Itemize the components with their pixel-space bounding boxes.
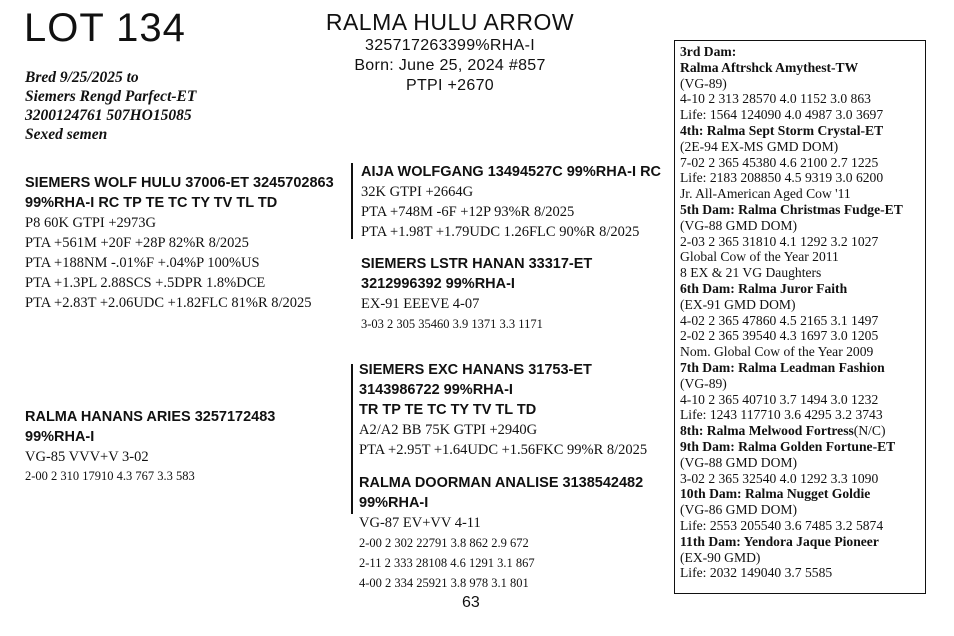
bred-line: Siemers Rengd Parfect-ET (25, 88, 197, 105)
dam-history-line (680, 123, 925, 139)
dam-history-line (680, 44, 925, 60)
dam-history-line (680, 265, 925, 281)
dam-history-line (680, 139, 925, 155)
dam-history-line (680, 455, 925, 471)
dam-sire-line: A2/A2 BB 75K GTPI +2940G (359, 422, 538, 438)
dam-history-text: 9th Dam: Ralma Golden Fortune-ET (680, 438, 896, 454)
dam-history-text: (VG-89) (680, 375, 727, 391)
dam-history-text: 6th Dam: Ralma Juror Faith (680, 280, 848, 296)
dam-classification: VG-85 VVV+V 3-02 (25, 449, 149, 465)
sire-line: PTA +2.83T +2.06UDC +1.82FLC 81%R 8/2025 (25, 295, 312, 311)
dam-history-line (680, 202, 925, 218)
dam-history-text: Life: 1243 117710 3.6 4295 3.2 3743 (680, 407, 883, 423)
animal-header (300, 8, 600, 96)
dam-dam-classification: VG-87 EV+VV 4-11 (359, 515, 481, 531)
dam-history-line (680, 486, 925, 502)
dam-history-line (680, 313, 925, 329)
sire-sire-line: PTA +1.98T +1.79UDC 1.26FLC 90%R 8/2025 (361, 224, 640, 240)
sire-sire-name: AIJA WOLFGANG 13494527C 99%RHA-I RC (361, 164, 662, 180)
dam-history-line (680, 234, 925, 250)
animal-name: RALMA HULU ARROW (325, 9, 575, 35)
dam-history-line (680, 471, 925, 487)
dam-history-line (680, 360, 925, 376)
sire-genetics: 99%RHA-I RC TP TE TC TY TV TL TD (25, 195, 278, 211)
dam-history-text: 3rd Dam: (680, 44, 737, 59)
dam-dam-name: RALMA DOORMAN ANALISE 3138542482 (359, 475, 644, 491)
dam-history-text: (EX-91 GMD DOM) (680, 296, 796, 312)
dam-history-text: 5th Dam: Ralma Christmas Fudge-ET (680, 201, 903, 217)
dam-block (25, 407, 275, 485)
animal-registration: 325717263399%RHA-I (365, 37, 535, 54)
dam-history-line (680, 107, 925, 123)
dam-history-line (680, 155, 925, 171)
dam-history-text: 10th Dam: Ralma Nugget Goldie (680, 486, 871, 502)
dam-history-line (680, 76, 925, 92)
dam-history-text: Life: 2183 208850 4.5 9319 3.0 6200 (680, 170, 884, 186)
dam-history-text: 7-02 2 365 45380 4.6 2100 2.7 1225 (680, 154, 879, 170)
dam-registration: 99%RHA-I (25, 429, 95, 445)
dam-history-line (680, 328, 925, 344)
dam-history-suffix: (N/C) (853, 423, 886, 439)
sire-block (25, 173, 334, 313)
sire-line: P8 60K GTPI +2973G (25, 215, 157, 231)
dam-history-line (680, 518, 925, 534)
lot-number: LOT 134 (24, 6, 186, 50)
dam-dam-record: 2-00 2 302 22791 3.8 862 2.9 672 (359, 536, 529, 550)
dam-history-text: 8th: Ralma Melwood Fortress (680, 423, 854, 439)
dam-history-text: 4th: Ralma Sept Storm Crystal-ET (680, 122, 884, 138)
animal-ptpi: PTPI +2670 (406, 77, 494, 94)
dam-history-text: Nom. Global Cow of the Year 2009 (680, 344, 874, 360)
dam-dam-record: 4-00 2 334 25921 3.8 978 3.1 801 (359, 576, 529, 590)
sire-dam-name: SIEMERS LSTR HANAN 33317-ET (361, 256, 593, 272)
sire-name: SIEMERS WOLF HULU 37006-ET 3245702863 (25, 175, 334, 191)
pedigree-bracket (351, 364, 353, 514)
dam-dam-block (359, 473, 643, 593)
sire-sire-block (361, 162, 661, 242)
bred-line: Bred 9/25/2025 to (25, 69, 139, 86)
dam-history-line (680, 60, 925, 76)
sire-sire-line: PTA +748M -6F +12P 93%R 8/2025 (361, 204, 575, 220)
maternal-dams-box (674, 40, 926, 594)
dam-history-text: (VG-89) (680, 75, 727, 91)
dam-history-line (680, 249, 925, 265)
dam-history-line (680, 439, 925, 455)
dam-history-line (680, 91, 925, 107)
dam-history-text: Global Cow of the Year 2011 (680, 249, 839, 265)
dam-history-line (680, 550, 925, 566)
animal-born: Born: June 25, 2024 #857 (354, 57, 546, 74)
dam-history-text: 11th Dam: Yendora Jaque Pioneer (680, 533, 879, 549)
pedigree-bracket (351, 163, 353, 239)
dam-history-text: (VG-86 GMD DOM) (680, 502, 798, 518)
dam-history-text: Life: 1564 124090 4.0 4987 3.0 3697 (680, 107, 884, 123)
sire-dam-block (361, 254, 592, 333)
sire-line: PTA +561M +20F +28P 82%R 8/2025 (25, 235, 249, 251)
sire-line: PTA +1.3PL 2.88SCS +.5DPR 1.8%DCE (25, 275, 266, 291)
dam-history-line (680, 376, 925, 392)
dam-sire-name: SIEMERS EXC HANANS 31753-ET (359, 362, 592, 378)
dam-history-text: Life: 2032 149040 3.7 5585 (680, 565, 833, 581)
sire-dam-registration: 3212996392 99%RHA-I (361, 276, 515, 292)
dam-history-text: (VG-88 GMD DOM) (680, 217, 798, 233)
dam-history-text: 4-10 2 313 28570 4.0 1152 3.0 863 (680, 91, 871, 107)
dam-history-line (680, 170, 925, 186)
dam-history-text: 4-10 2 365 40710 3.7 1494 3.0 1232 (680, 391, 879, 407)
dam-sire-line: PTA +2.95T +1.64UDC +1.56FKC 99%R 8/2025 (359, 442, 648, 458)
dam-name: RALMA HANANS ARIES 3257172483 (25, 409, 276, 425)
sire-sire-line: 32K GTPI +2664G (361, 184, 474, 200)
dam-sire-registration: 3143986722 99%RHA-I (359, 382, 513, 398)
dam-history-text: Life: 2553 205540 3.6 7485 3.2 5874 (680, 517, 884, 533)
dam-history-text: 3-02 2 365 32540 4.0 1292 3.3 1090 (680, 470, 879, 486)
bred-info (25, 68, 196, 144)
sire-dam-record: 3-03 2 305 35460 3.9 1371 3.3 1171 (361, 317, 543, 331)
dam-record: 2-00 2 310 17910 4.3 767 3.3 583 (25, 469, 195, 483)
sire-dam-classification: EX-91 EEEVE 4-07 (361, 296, 480, 312)
dam-history-text: Ralma Aftrshck Amythest-TW (680, 59, 859, 75)
dam-history-text: 2-02 2 365 39540 4.3 1697 3.0 1205 (680, 328, 879, 344)
dam-history-line (680, 297, 925, 313)
dam-dam-registration: 99%RHA-I (359, 495, 429, 511)
dam-history-line (680, 423, 925, 439)
dam-history-text: (2E-94 EX-MS GMD DOM) (680, 138, 839, 154)
dam-sire-traits: TR TP TE TC TY TV TL TD (359, 402, 537, 418)
dam-dam-record: 2-11 2 333 28108 4.6 1291 3.1 867 (359, 556, 535, 570)
dam-history-text: 8 EX & 21 VG Daughters (680, 265, 822, 281)
dam-history-text: (VG-88 GMD DOM) (680, 454, 798, 470)
dam-history-line (680, 344, 925, 360)
dam-history-line (680, 281, 925, 297)
dam-history-text: Jr. All-American Aged Cow '11 (680, 186, 851, 202)
dam-history-line (680, 502, 925, 518)
dam-history-line (680, 534, 925, 550)
dam-history-line (680, 218, 925, 234)
dam-history-line (680, 407, 925, 423)
dam-sire-block (359, 360, 647, 460)
dam-history-text: 7th Dam: Ralma Leadman Fashion (680, 359, 885, 375)
dam-history-line (680, 186, 925, 202)
dam-history-line (680, 565, 925, 581)
dam-history-line (680, 392, 925, 408)
dam-history-text: 4-02 2 365 47860 4.5 2165 3.1 1497 (680, 312, 879, 328)
dam-history-text: (EX-90 GMD) (680, 549, 761, 565)
sire-line: PTA +188NM -.01%F +.04%P 100%US (25, 255, 260, 271)
page-number: 63 (462, 594, 480, 611)
bred-line: Sexed semen (25, 126, 108, 143)
bred-line: 3200124761 507HO15085 (25, 107, 192, 124)
dam-history-text: 2-03 2 365 31810 4.1 1292 3.2 1027 (680, 233, 879, 249)
